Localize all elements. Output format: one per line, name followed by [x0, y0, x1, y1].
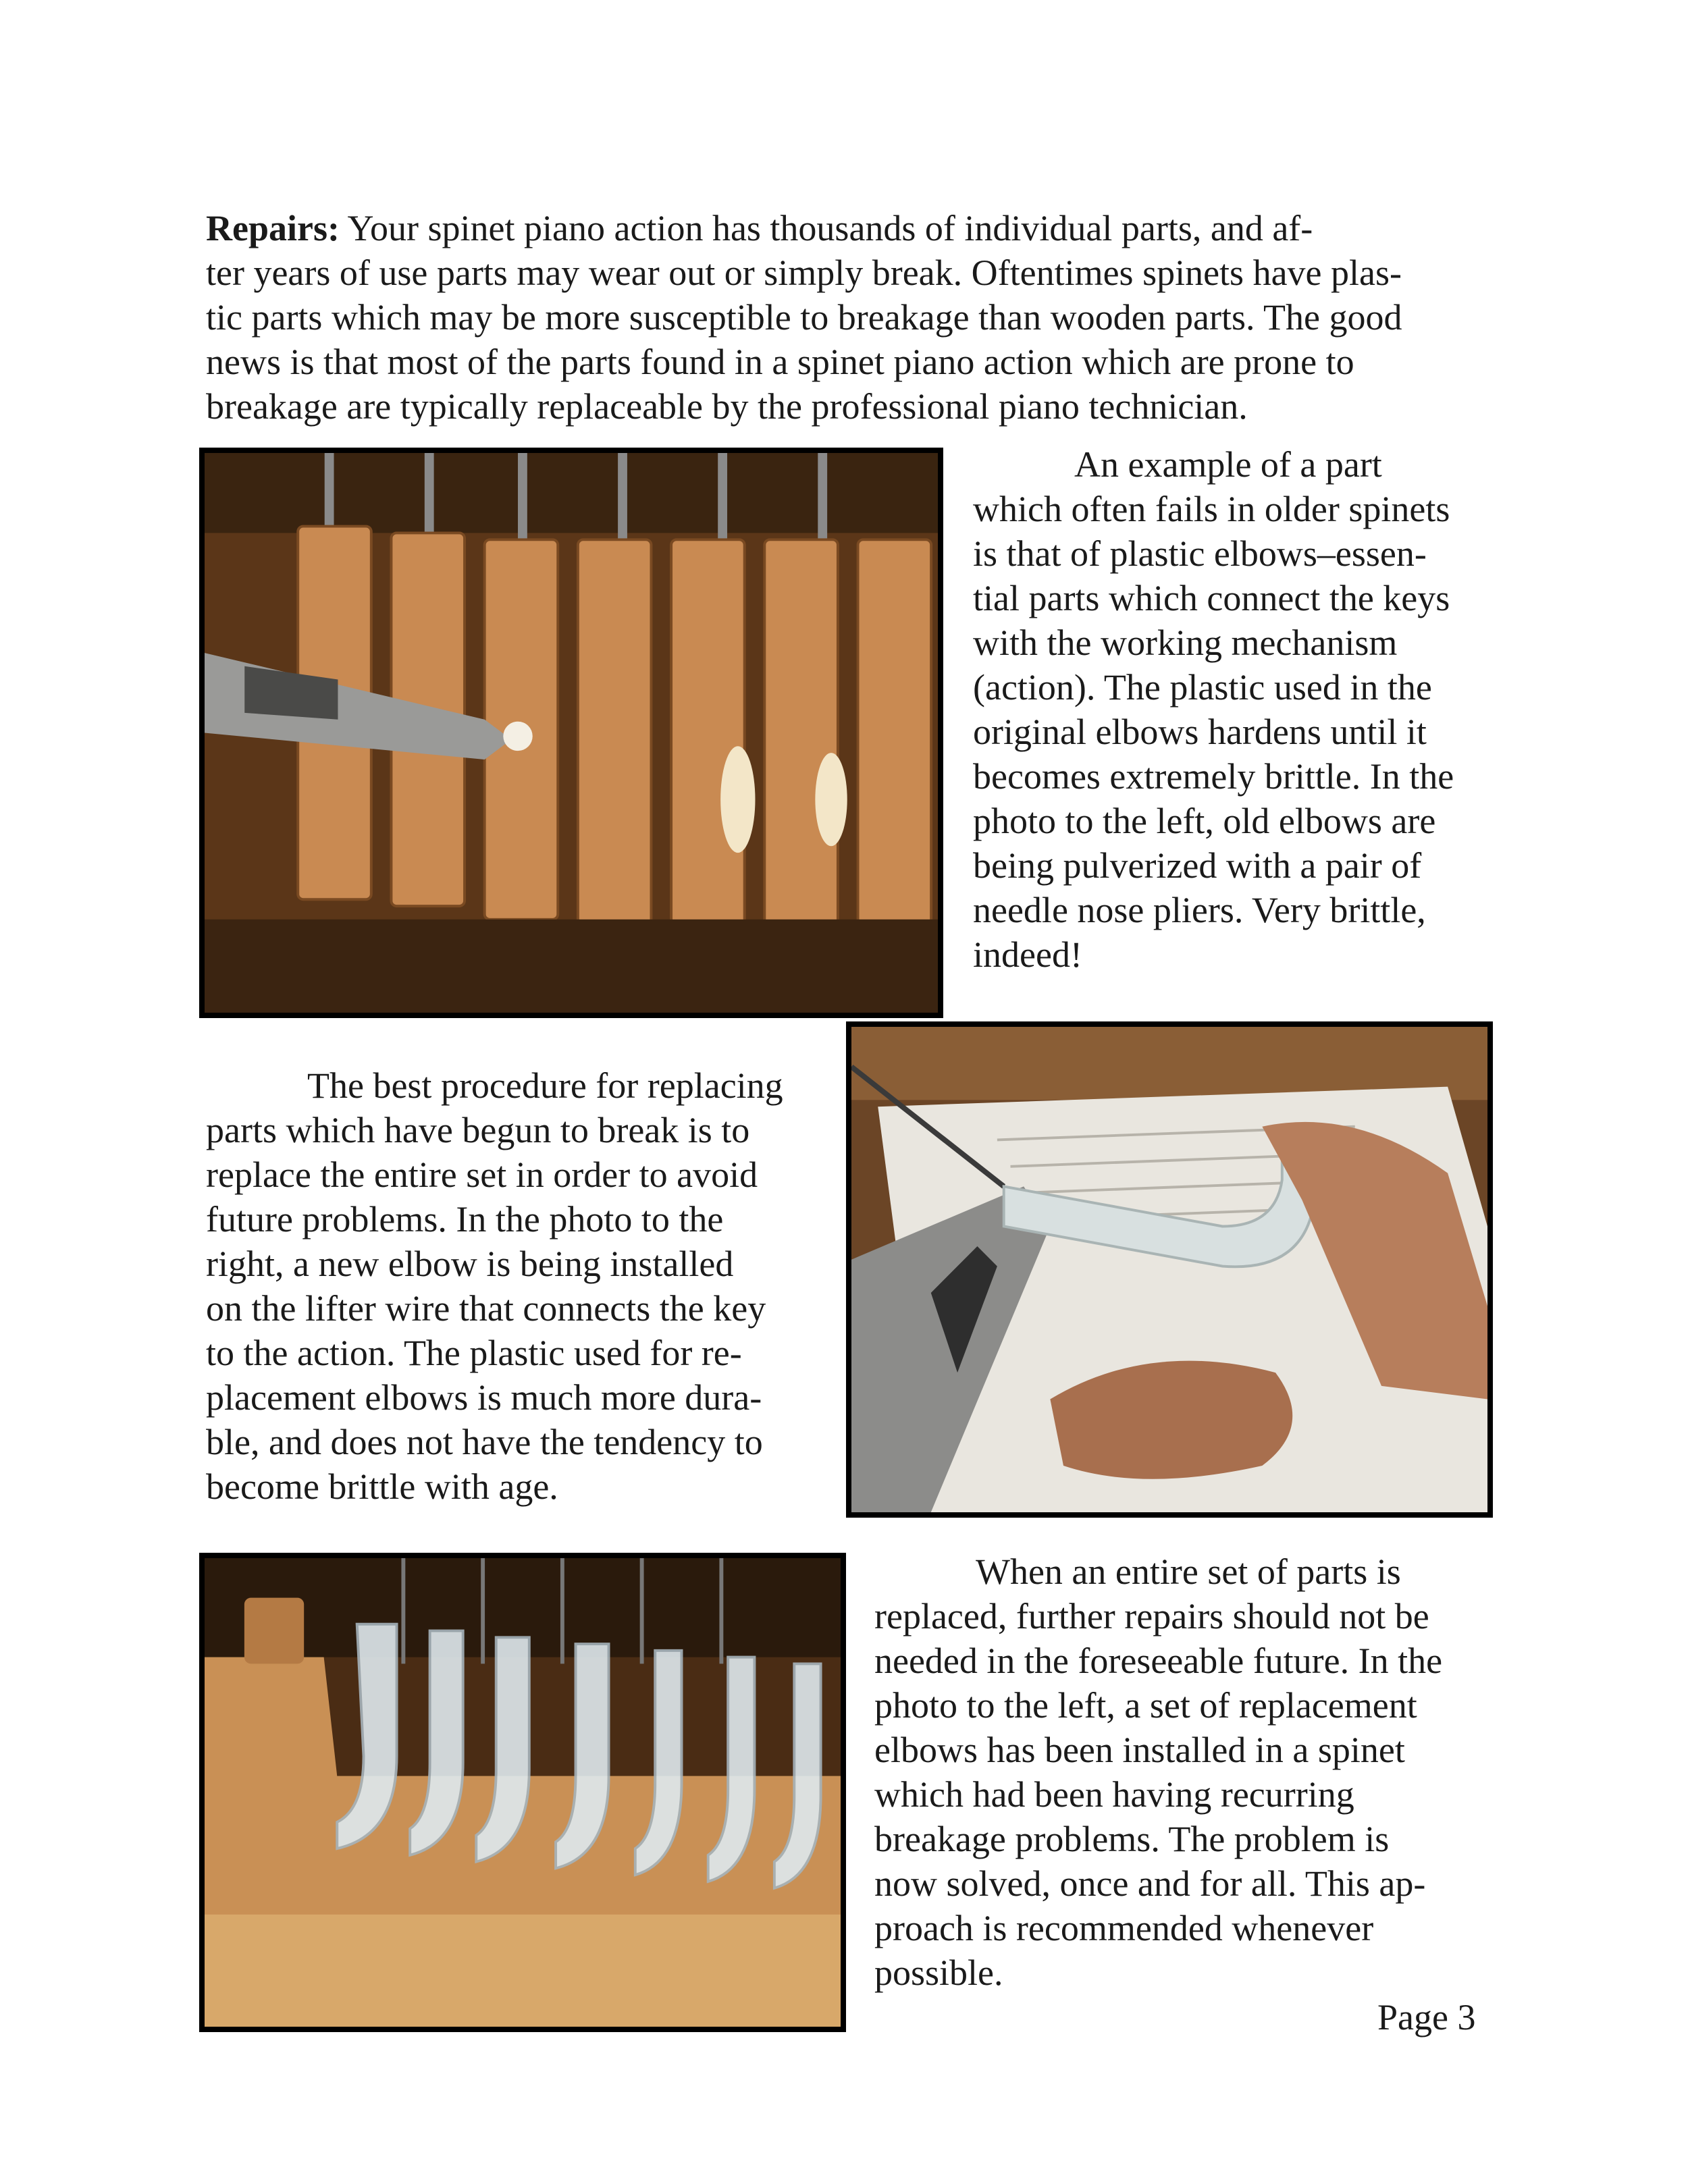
replacement-procedure-paragraph: [206, 1063, 783, 1509]
paragraph-line: possible.: [874, 1952, 1003, 1993]
paragraph-line: When an entire set of parts is: [976, 1551, 1401, 1592]
photo-pulverizing-elbows: [199, 448, 943, 1018]
paragraph-line: needed in the foreseeable future. In the: [874, 1641, 1443, 1681]
repairs-heading: Repairs:: [206, 208, 340, 248]
paragraph-line: which had been having recurring: [874, 1774, 1354, 1815]
paragraph-line: tial parts which connect the keys: [973, 578, 1450, 618]
paragraph-line: elbows has been installed in a spinet: [874, 1730, 1405, 1770]
paragraph-line: needle nose pliers. Very brittle,: [973, 890, 1426, 930]
paragraph-line: breakage problems. The problem is: [874, 1819, 1390, 1859]
paragraph-line: become brittle with age.: [206, 1466, 558, 1507]
photo-replacement-elbows-installed-image: [205, 1558, 841, 2027]
intro-line: Repairs: Your spinet piano action has thousands of individual parts, and af-: [206, 208, 1313, 248]
intro-line: breakage are typically replaceable by the professional piano technician.: [206, 386, 1248, 427]
paragraph-line: indeed!: [973, 934, 1082, 975]
paragraph-line: right, a new elbow is being installed: [206, 1244, 734, 1284]
paragraph-line: being pulverized with a pair of: [973, 845, 1422, 886]
paragraph-line: (action). The plastic used in the: [973, 667, 1432, 708]
paragraph-line: An example of a part: [1074, 444, 1382, 485]
page-number: Page 3: [1377, 1997, 1476, 2037]
set-replacement-paragraph: [874, 1549, 1442, 1995]
paragraph-line: is that of plastic elbows–essen-: [973, 533, 1427, 574]
intro-line: ter years of use parts may wear out or simply break. Oftentimes spinets have plas-: [206, 252, 1402, 293]
paragraph-line: becomes extremely brittle. In the: [973, 756, 1454, 797]
paragraph-line: ble, and does not have the tendency to: [206, 1422, 763, 1462]
intro-line: news is that most of the parts found in a spinet piano action which are prone to: [206, 342, 1354, 382]
paragraph-line: replaced, further repairs should not be: [874, 1596, 1429, 1636]
photo-installing-elbow: [846, 1021, 1493, 1518]
paragraph-line: future problems. In the photo to the: [206, 1199, 724, 1240]
paragraph-line: on the lifter wire that connects the key: [206, 1288, 766, 1329]
photo-installing-elbow-image: [851, 1027, 1487, 1512]
paragraph-line: replace the entire set in order to avoid: [206, 1154, 758, 1195]
photo-replacement-elbows-installed: [199, 1553, 846, 2032]
paragraph-line: photo to the left, a set of replacement: [874, 1685, 1417, 1726]
paragraph-line: The best procedure for replacing: [307, 1065, 783, 1106]
elbow-failure-paragraph: [973, 442, 1454, 977]
paragraph-line: proach is recommended whenever: [874, 1908, 1374, 1948]
paragraph-line: now solved, once and for all. This ap-: [874, 1863, 1426, 1904]
paragraph-line: original elbows hardens until it: [973, 712, 1427, 752]
paragraph-line: photo to the left, old elbows are: [973, 801, 1436, 841]
paragraph-line: to the action. The plastic used for re-: [206, 1333, 742, 1373]
paragraph-line: parts which have begun to break is to: [206, 1110, 750, 1150]
paragraph-line: with the working mechanism: [973, 622, 1398, 663]
photo-pulverizing-elbows-image: [205, 453, 938, 1013]
paragraph-line: which often fails in older spinets: [973, 489, 1450, 529]
intro-line: tic parts which may be more susceptible to breakage than wooden parts. The good: [206, 297, 1402, 338]
paragraph-line: placement elbows is much more dura-: [206, 1377, 762, 1418]
intro-paragraph: [206, 206, 1402, 429]
